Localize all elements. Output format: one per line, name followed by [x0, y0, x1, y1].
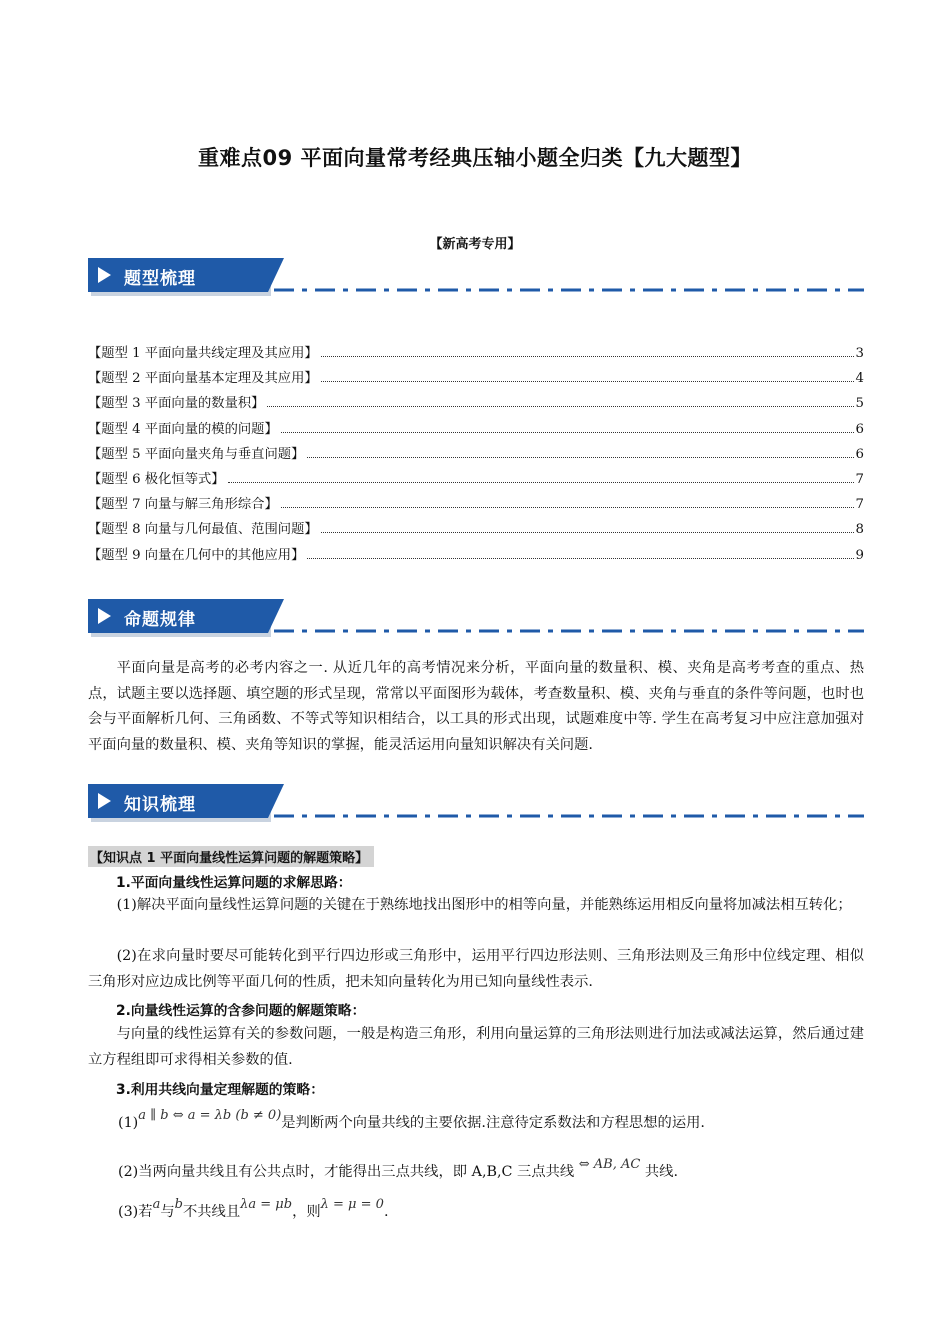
formula-lambda-mu: λa = μb — [240, 1197, 293, 1212]
heading-3: 3.利用共线向量定理解题的策略： — [116, 1082, 324, 1098]
play-icon — [98, 793, 111, 809]
dash-divider — [274, 628, 864, 634]
rules-paragraph: 平面向量是高考的必考内容之一. 从近几年的高考情况来分析，平面向量的数量积、模、夹角是高考考查的重点、热点，试题主要以选择题、填空题的形式呈现，常常以平面图形为载体，考查数量积、模、夹角与垂直的条件等问题，也时也会与平面解析几何、三角函数、不等式等知识相结合，以工具的形式出现，试题难度中等. 学生在高考复习中应注意加强对平面向量的数量积、模、夹角等知识的掌握，能灵活运用向量知识解决有关问题. — [88, 660, 864, 753]
document-subtitle: 【新高考专用】 — [429, 237, 521, 252]
formula-zero: λ = μ = 0 — [320, 1197, 384, 1212]
toc-item[interactable]: 【题型 6 极化恒等式】 7 — [88, 471, 864, 487]
strategy-line-1: (1)a ∥ b ⇔ a = λb (b ≠ 0)是判断两个向量共线的主要依据.注意待定系数法和方程思想的运用. — [118, 1108, 705, 1131]
knowledge-point-title: 【知识点 1 平面向量线性运算问题的解题策略】 — [88, 846, 374, 867]
toc-item[interactable]: 【题型 8 向量与几何最值、范围问题】 8 — [88, 522, 864, 538]
section-title-knowledge: 知识梳理 — [124, 795, 196, 815]
paragraph-1: (1)解决平面向量线性运算问题的关键在于熟练地找出图形中的相等向量，并能熟练运用相反向量将加减法相互转化； — [116, 897, 852, 913]
paragraph-2: (2)在求向量时要尽可能转化到平行四边形或三角形中，运用平行四边形法则、三角形法则及三角形中位线定理、相似三角形对应边成比例等平面几何的性质，把未知向量转化为用已知向量线性表示. — [88, 948, 864, 990]
paragraph-3: 与向量的线性运算有关的参数问题，一般是构造三角形，利用向量运算的三角形法则进行加法或减法运算，然后通过建立方程组即可求得相关参数的值. — [88, 1026, 864, 1068]
formula-ab-ac: ⇔ AB, AC — [578, 1157, 641, 1172]
toc-item[interactable]: 【题型 1 平面向量共线定理及其应用】 3 — [88, 346, 864, 361]
toc-item[interactable]: 【题型 3 平面向量的数量积】 5 — [88, 396, 864, 412]
dash-divider — [274, 287, 864, 293]
play-icon — [98, 267, 111, 283]
toc-item[interactable]: 【题型 4 平面向量的模的问题】 6 — [88, 421, 864, 437]
section-banner-knowledge — [88, 784, 868, 824]
toc-item[interactable]: 【题型 7 向量与解三角形综合】 7 — [88, 497, 864, 513]
heading-1: 1.平面向量线性运算问题的求解思路： — [116, 875, 352, 891]
strategy-line-3: (3)若a与b不共线且λa = μb，则λ = μ = 0. — [118, 1197, 389, 1220]
section-title-rules: 命题规律 — [124, 610, 196, 630]
play-icon — [98, 608, 111, 624]
toc-item[interactable]: 【题型 2 平面向量基本定理及其应用】 4 — [88, 371, 864, 387]
section-banner-rules — [88, 599, 868, 639]
dash-divider — [274, 813, 864, 819]
section-banner-toc — [88, 258, 868, 298]
formula-collinear: a ∥ b ⇔ a = λb (b ≠ 0) — [138, 1108, 282, 1123]
heading-2: 2.向量线性运算的含参问题的解题策略： — [116, 1003, 366, 1019]
document-title: 重难点09 平面向量常考经典压轴小题全归类【九大题型】 — [197, 146, 753, 170]
table-of-contents — [88, 342, 864, 569]
section-title-toc: 题型梳理 — [124, 269, 196, 289]
toc-item[interactable]: 【题型 5 平面向量夹角与垂直问题】 6 — [88, 446, 864, 462]
strategy-line-2: (2)当两向量共线且有公共点时，才能得出三点共线，即 A,B,C 三点共线 ⇔ AB, AC 共线. — [118, 1157, 679, 1180]
toc-item[interactable]: 【题型 9 向量在几何中的其他应用】 9 — [88, 547, 864, 563]
